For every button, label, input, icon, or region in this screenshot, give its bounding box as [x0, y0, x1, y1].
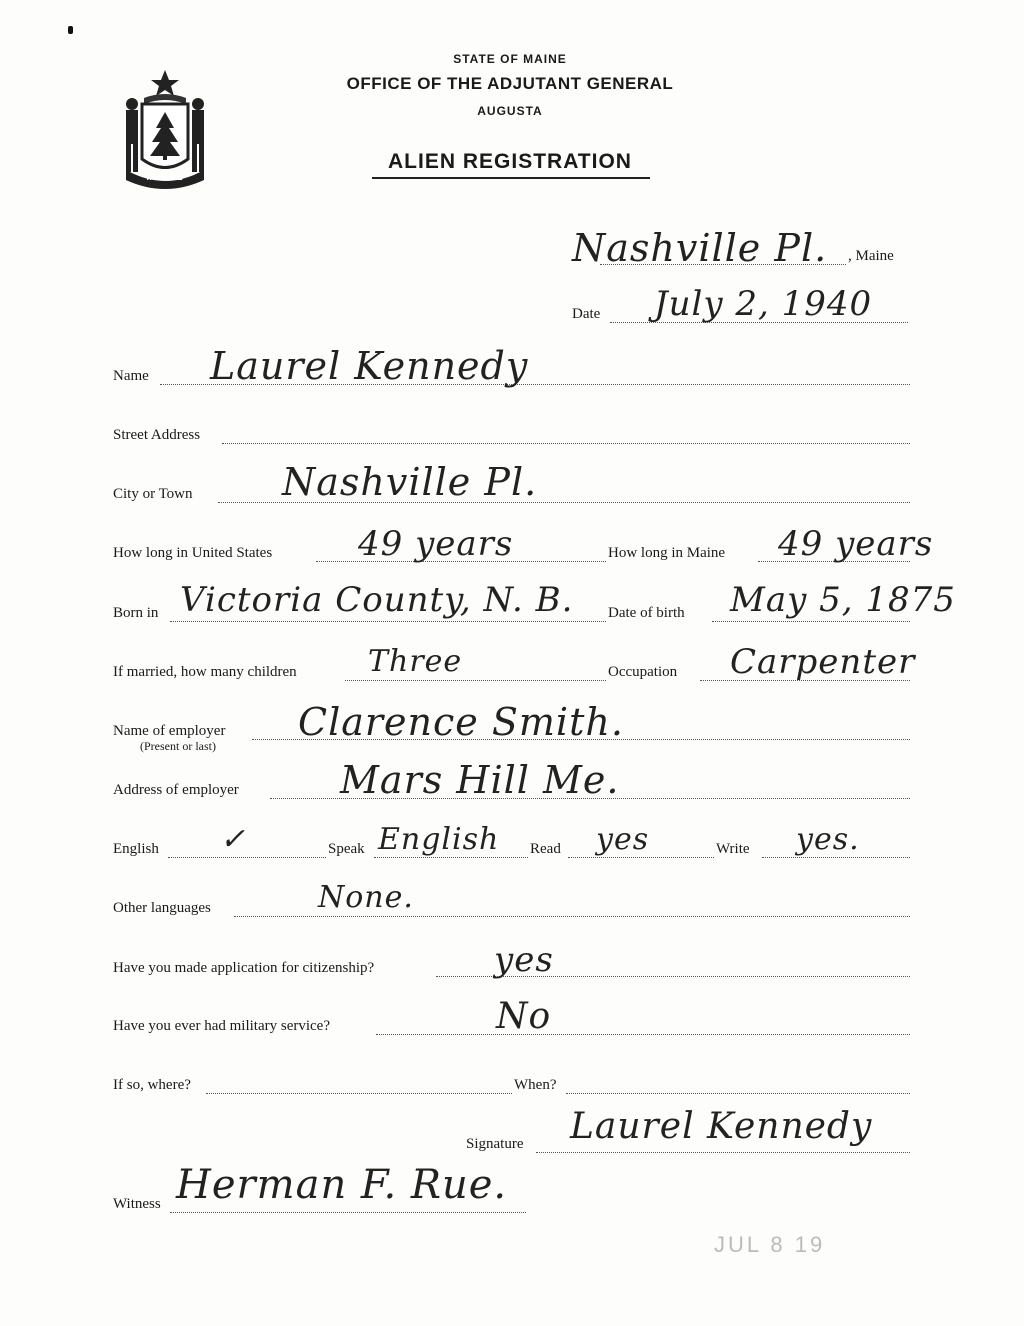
born-in-line	[170, 621, 606, 622]
military-label: Have you ever had military service?	[113, 1018, 330, 1034]
city-value: Nashville Pl.	[282, 460, 538, 504]
speak-label: Speak	[328, 841, 365, 857]
city-label: City or Town	[113, 486, 193, 502]
other-languages-line	[234, 916, 910, 917]
english-line	[168, 857, 326, 858]
employer-label: Name of employer	[113, 723, 226, 739]
write-line	[762, 857, 910, 858]
me-years-value: 49 years	[778, 524, 934, 564]
employer-sublabel: (Present or last)	[140, 739, 216, 753]
when-line	[566, 1093, 910, 1094]
children-label: If married, how many children	[113, 664, 297, 680]
born-in-label: Born in	[113, 605, 159, 621]
other-languages-label: Other languages	[113, 900, 211, 916]
place-value: Nashville Pl.	[572, 226, 828, 270]
citizenship-label: Have you made application for citizenship?	[113, 960, 375, 976]
street-label: Street Address	[113, 427, 201, 443]
speak-value: English	[378, 822, 500, 857]
dob-label: Date of birth	[608, 605, 685, 621]
children-line	[345, 680, 606, 681]
employer-value: Clarence Smith.	[298, 700, 624, 744]
signature-value: Laurel Kennedy	[570, 1106, 873, 1147]
received-stamp: JUL 8 19	[714, 1232, 826, 1257]
when-label: When?	[514, 1077, 557, 1093]
street-line	[222, 443, 910, 444]
write-label: Write	[716, 841, 750, 857]
witness-line	[170, 1212, 526, 1213]
me-years-label: How long in Maine	[608, 545, 726, 561]
header-office: OFFICE OF THE ADJUTANT GENERAL	[346, 74, 674, 93]
date-value: July 2, 1940	[654, 284, 873, 324]
place-suffix: , Maine	[848, 248, 894, 264]
employer-address-value: Mars Hill Me.	[340, 758, 620, 802]
read-label: Read	[530, 841, 561, 857]
english-label: English	[113, 841, 159, 857]
witness-label: Witness	[113, 1196, 161, 1212]
speak-line	[374, 857, 528, 858]
where-label: If so, where?	[113, 1077, 191, 1093]
title-underline	[372, 177, 650, 179]
other-languages-value: None.	[318, 880, 414, 915]
place-line	[600, 264, 846, 265]
name-value: Laurel Kennedy	[210, 344, 529, 388]
page-mark	[68, 26, 73, 34]
header-state: STATE OF MAINE	[453, 52, 567, 66]
occupation-value: Carpenter	[730, 642, 916, 682]
witness-value: Herman F. Rue.	[176, 1162, 508, 1208]
name-label: Name	[113, 368, 149, 384]
read-value: yes	[596, 822, 650, 857]
occupation-label: Occupation	[608, 664, 678, 680]
signature-line	[536, 1152, 910, 1153]
write-value: yes.	[796, 822, 860, 857]
military-value: No	[496, 996, 552, 1037]
military-line	[376, 1034, 910, 1035]
where-line	[206, 1093, 512, 1094]
born-in-value: Victoria County, N. B.	[180, 580, 574, 620]
read-line	[568, 857, 714, 858]
seal-text: MAINE	[146, 172, 184, 183]
dob-value: May 5, 1875	[730, 580, 956, 620]
header-city: AUGUSTA	[477, 104, 543, 118]
children-value: Three	[368, 644, 463, 679]
employer-address-label: Address of employer	[113, 782, 239, 798]
form-title: ALIEN REGISTRATION	[388, 150, 632, 173]
date-label: Date	[572, 306, 601, 322]
english-value: ✓	[220, 822, 247, 857]
dob-line	[712, 621, 910, 622]
us-years-label: How long in United States	[113, 545, 273, 561]
maine-seal	[112, 64, 218, 194]
us-years-value: 49 years	[358, 524, 514, 564]
citizenship-value: yes	[494, 940, 554, 980]
signature-label: Signature	[466, 1136, 524, 1152]
